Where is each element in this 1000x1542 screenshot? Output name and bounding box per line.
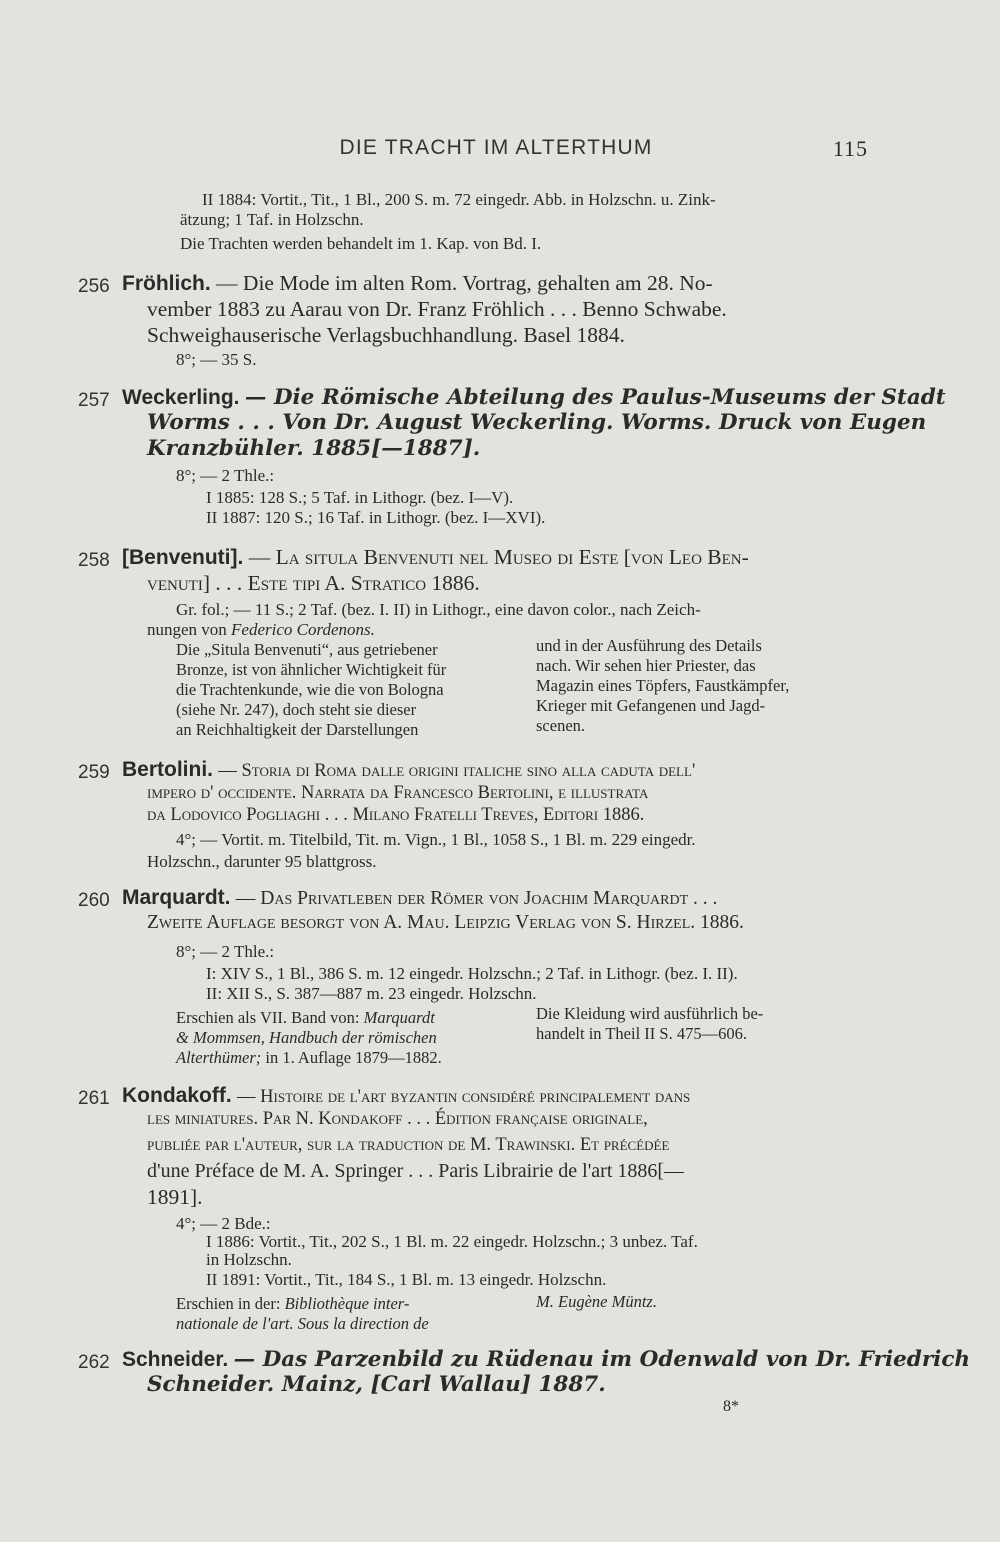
prev-entry-note: Die Trachten werden behandelt im 1. Kap. von Bd. I.	[180, 234, 542, 253]
entry-volume: II: XII S., S. 387—887 m. 23 eingedr. Holzschn.	[206, 984, 537, 1003]
prev-entry-detail-2: ätzung; 1 Taf. in Holzschn.	[180, 210, 364, 229]
entry-author: [Benvenuti].	[122, 546, 244, 569]
entry-title-line: Schneider. Mainz, [Carl Wallau] 1887.	[147, 1372, 606, 1397]
entry-title-line: impero d' occidente. Narrata da Francesco Bertolini, e illustrata	[147, 783, 649, 803]
entry-title-line: Bertolini. — Storia di Roma dalle origini italiche sino alla caduta dell'	[122, 758, 696, 781]
entry-collation: 8°; — 2 Thle.:	[176, 942, 275, 961]
entry-author: Weckerling.	[122, 386, 240, 409]
entry-author: Fröhlich.	[122, 272, 211, 295]
prev-entry-detail-1: II 1884: Vortit., Tit., 1 Bl., 200 S. m. 72 eingedr. Abb. in Holzschn. u. Zink-	[202, 190, 716, 209]
entry-title-line: publiée par l'auteur, sur la traduction de M. Trawinski. Et précédée	[147, 1135, 670, 1155]
entry-title-line: Weckerling. — Die Römische Abteilung des Paulus-Museums der Stadt	[122, 385, 946, 410]
entry-collation: 8°; — 35 S.	[176, 350, 257, 369]
annotation-right-column: Die Kleidung wird ausführlich be- handelt in Theil II S. 475—606.	[536, 1004, 764, 1043]
entry-author: Schneider.	[122, 1348, 229, 1371]
running-title: DIE TRACHT IM ALTERTHUM	[339, 136, 653, 159]
entry-collation: 4°; — Vortit. m. Titelbild, Tit. m. Vign., 1 Bl., 1058 S., 1 Bl. m. 229 eingedr.	[176, 830, 696, 849]
entry-title-line: [Benvenuti]. — La situla Benvenuti nel Museo di Este [von Leo Ben-	[122, 545, 749, 569]
entry-collation: nungen von Federico Cordenons.	[147, 620, 375, 639]
entry-collation: Gr. fol.; — 11 S.; 2 Taf. (bez. I. II) in Lithogr., eine davon color., nach Zeich-	[176, 600, 701, 619]
entry-number: 257	[78, 390, 110, 411]
entry-title-line: Kondakoff. — Histoire de l'art byzantin considéré principalement dans	[122, 1084, 691, 1107]
annotation-left-column: Die „Situla Benvenuti“, aus getriebener Bronze, ist von ähnlicher Wichtigkeit für die Trachtenkunde, wie die von Bologna (siehe Nr. 247), doch steht sie dieser an Reichhaltigkeit der Darstellungen	[176, 640, 447, 739]
entry-title-line: Worms . . . Von Dr. August Weckerling. Worms. Druck von Eugen	[147, 410, 927, 435]
entry-author: Kondakoff.	[122, 1084, 232, 1107]
entry-number: 256	[78, 276, 110, 297]
entry-collation: 8°; — 2 Thle.:	[176, 466, 275, 485]
entry-title-line: 1891].	[147, 1185, 203, 1209]
entry-number: 258	[78, 550, 110, 571]
entry-title-line: Marquardt. — Das Privatleben der Römer von Joachim Marquardt . . .	[122, 886, 718, 909]
entry-author: Marquardt.	[122, 886, 231, 909]
entry-number: 261	[78, 1088, 110, 1109]
entry-collation: Holzschn., darunter 95 blattgross.	[147, 852, 377, 871]
entry-author: Bertolini.	[122, 758, 214, 781]
entry-number: 262	[78, 1352, 110, 1373]
annotation-left-column: Erschien als VII. Band von: Marquardt & Mommsen, Handbuch der römischen Alterthümer; in 1. Auflage 1879—1882.	[176, 1008, 442, 1067]
entry-title-line: Kranzbühler. 1885[—1887].	[147, 436, 481, 461]
entry-title-line: Zweite Auflage besorgt von A. Mau. Leipzig Verlag von S. Hirzel. 1886.	[147, 912, 744, 933]
entry-volume: II 1891: Vortit., Tit., 184 S., 1 Bl. m. 13 eingedr. Holzschn.	[206, 1270, 607, 1289]
annotation-right-column: M. Eugène Müntz.	[536, 1292, 657, 1311]
running-header	[120, 136, 872, 168]
annotation-left-column: Erschien in der: Bibliothèque inter- nationale de l'art. Sous la direction de	[176, 1294, 429, 1333]
entry-title-line: Schneider. — Das Parzenbild zu Rüdenau im Odenwald von Dr. Friedrich	[122, 1347, 971, 1372]
entry-volume: II 1887: 120 S.; 16 Taf. in Lithogr. (bez. I—XVI).	[206, 508, 546, 527]
entry-title-line: da Lodovico Pogliaghi . . . Milano Fratelli Treves, Editori 1886.	[147, 805, 645, 825]
page-number: 115	[832, 136, 868, 161]
entry-number: 260	[78, 890, 110, 911]
entry-number: 259	[78, 762, 110, 783]
entry-title-line: Schweighauserische Verlagsbuchhandlung. Basel 1884.	[147, 323, 625, 347]
entry-volume: I 1885: 128 S.; 5 Taf. in Lithogr. (bez. I—V).	[206, 488, 514, 507]
entry-collation: 4°; — 2 Bde.:	[176, 1214, 271, 1233]
entry-title-line: d'une Préface de M. A. Springer . . . Paris Librairie de l'art 1886[—	[147, 1160, 685, 1182]
annotation-right-column: und in der Ausführung des Details nach. Wir sehen hier Priester, das Magazin eines Töpfers, Faustkämpfer, Krieger mit Gefangenen und Jagd- scenen.	[536, 636, 790, 735]
entry-title-line: venuti] . . . Este tipi A. Stratico 1886.	[147, 571, 480, 595]
entry-title-line: les miniatures. Par N. Kondakoff . . . Édition française originale,	[147, 1109, 648, 1129]
entry-title-line: vember 1883 zu Aarau von Dr. Franz Fröhlich . . . Benno Schwabe.	[147, 297, 727, 321]
entry-volume: I: XIV S., 1 Bl., 386 S. m. 12 eingedr. Holzschn.; 2 Taf. in Lithogr. (bez. I. II).	[206, 964, 738, 983]
entry-volume: I 1886: Vortit., Tit., 202 S., 1 Bl. m. 22 eingedr. Holzschn.; 3 unbez. Taf.	[206, 1232, 698, 1251]
entry-volume: in Holzschn.	[206, 1250, 292, 1269]
signature-mark: 8*	[723, 1398, 739, 1415]
entry-title-line: Fröhlich. — Die Mode im alten Rom. Vortrag, gehalten am 28. No-	[122, 271, 713, 295]
